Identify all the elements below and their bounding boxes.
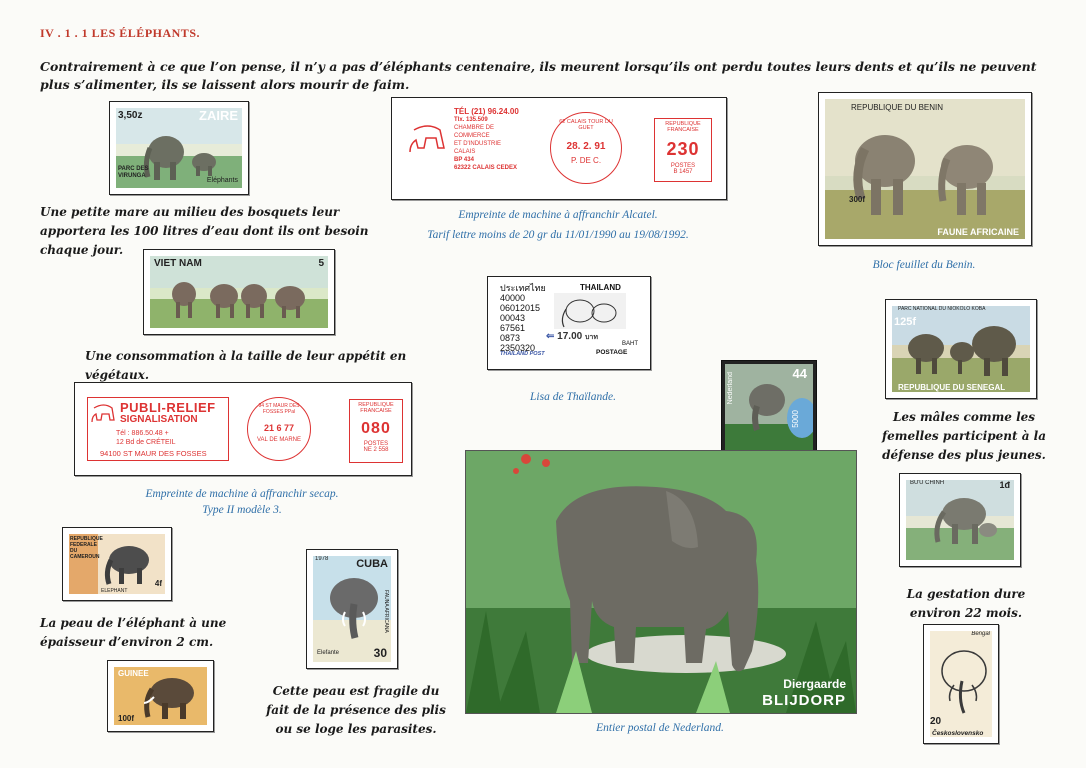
stamp-value: 5 [318, 258, 324, 269]
meter-tel: TÉL (21) 96.24.00 [454, 107, 519, 116]
meter-rf: REPUBLIQUE FRANCAISE [665, 121, 701, 133]
secap-addr2: 94100 ST MAUR DES FOSSES [100, 449, 207, 458]
stamp-country: GUINEE [118, 669, 149, 678]
elephant-family-illustration [900, 318, 1026, 378]
stamp-country: REPUBLIQUE DU BENIN [851, 103, 944, 112]
caption-zaire: Une petite mare au milieu des bosquets leur apportera les 100 litres d’eau dont ils ont besoin chaque jour. [40, 205, 369, 257]
thai-code: 40000 [500, 293, 526, 303]
caption-gestation: La gestation dure environ 22 mois. [906, 587, 1026, 620]
thai-code: 67561 [500, 323, 526, 333]
postcard-blijdorp [465, 450, 857, 714]
elephant-illustration [743, 378, 793, 432]
caption-alcatel-2: Tarif lettre moins de 20 gr du 11/01/1990 au 19/08/1992. [427, 229, 689, 241]
caption-secap-1: Empreinte de machine à affranchir secap. [145, 488, 339, 500]
stamp-year: 1978 [315, 556, 329, 562]
elephant-illustration [134, 673, 204, 721]
elephant-engraving-illustration [934, 645, 992, 715]
meter-amount: 080 [361, 420, 391, 437]
meter-line: 62322 CALAIS CEDEX [454, 165, 518, 171]
thai-script: ประเทศไทย [500, 283, 546, 293]
elephant-illustration [99, 542, 159, 586]
thai-code: 2350320 [500, 343, 536, 353]
stamp-czech [923, 624, 999, 744]
elephant-herd-illustration [162, 268, 322, 322]
stamp-senegal [885, 299, 1037, 399]
cancel-date: 21 6 77 [263, 423, 295, 433]
thai-unit: BAHT [622, 341, 639, 347]
meter-line: ET D'INDUSTRIE [454, 141, 502, 147]
cancel-dept: P. DE C. [570, 156, 602, 165]
stamp-value: 125f [894, 316, 917, 328]
stamp-value: 20 [930, 716, 942, 727]
caption-vietnam: Une consommation à la taille de leur appétit en végétaux. [85, 349, 407, 382]
thai-code: 06012015 [500, 303, 541, 313]
stamp-vietnam [143, 249, 335, 335]
thai-code: 00043 [500, 313, 526, 323]
stamp-value: 3,50z [118, 110, 143, 121]
stamp-label: Eléphants [206, 177, 238, 184]
caption-nederland: Entier postal de Nederland. [596, 722, 724, 734]
stamp-country: VIET NAM [154, 258, 202, 269]
page-title: IV . 1 . 1 LES ÉLÉPHANTS. [40, 26, 200, 40]
postcard-line2: BLIJDORP [762, 692, 846, 709]
caption-cuba: Cette peau est fragile du fait de la présence des plis ou se loge les parasites. [266, 684, 446, 736]
stamp-value: 300f [849, 195, 866, 204]
meter-line: BP 434 [454, 157, 474, 163]
cancel-date: 28. 2. 91 [566, 141, 606, 152]
stamp-value: 30 [373, 646, 387, 660]
stamp-country: REPUBLIQUE FEDERALE DU CAMEROUN [70, 536, 103, 560]
stamp-country: Československo [932, 730, 984, 737]
stamp-badge: 5000 [791, 410, 800, 428]
secap-addr1: 12 Bd de CRÉTEIL [116, 439, 176, 446]
stamp-label: Elefante [317, 650, 340, 656]
meter-tlx: Tlx. 135.509 [454, 117, 488, 123]
stamp-value: 44 [792, 366, 807, 381]
stamp-value: 100f [118, 714, 135, 723]
stamp-cameroun [62, 527, 172, 601]
stamp-benin-block [818, 92, 1032, 246]
meter-line: CHAMBRE DE COMMERCE [454, 125, 495, 139]
stamp-value: 4f [154, 579, 162, 588]
elephant-head-illustration [327, 574, 381, 640]
stamp-country: REPUBLIQUE DU SENEGAL [898, 383, 1006, 392]
meter-rf: REPUBLIQUE FRANCAISE [358, 402, 394, 414]
secap-sub: SIGNALISATION [120, 414, 198, 425]
caption-thailand: Lisa de Thaïlande. [530, 391, 616, 403]
stamp-top: BƯU CHÍNH [910, 480, 945, 486]
postcard-line1: Diergaarde [783, 677, 846, 691]
stamp-guinee [107, 660, 214, 732]
thai-amount: 17.00 [557, 331, 583, 342]
meter-postes: POSTES [670, 163, 696, 169]
thai-postage: POSTAGE [596, 349, 628, 356]
caption-secap-2: Type II modèle 3. [202, 504, 282, 516]
caption-cameroun: La peau de l’éléphant à une épaisseur d’environ 2 cm. [40, 616, 227, 649]
cancel-ring [550, 112, 622, 184]
meter-amount: 230 [666, 139, 700, 159]
cancel-ring-text: 94 ST MAUR DES FOSSES PPal [258, 403, 300, 415]
thai-code: 0873 [500, 333, 521, 343]
caption-senegal: Les mâles comme les femelles participent à la défense des plus jeunes. [881, 410, 1047, 462]
thai-amount-row: ⇐ 17.00 บาท [546, 331, 598, 342]
meter-thailand [487, 276, 651, 370]
stamp-value: 1đ [999, 480, 1010, 490]
stamp-country: ZAIRE [199, 108, 238, 123]
stamp-label: ELEPHANT [101, 588, 128, 594]
stamp-park: PARC DES VIRUNGA [118, 166, 149, 179]
meter-value-box [349, 399, 403, 463]
meter-serial: B 1457 [673, 169, 693, 175]
thai-unit-th: บาท [584, 334, 598, 341]
stamp-buu-chinh [899, 473, 1021, 567]
stamp-side: FAUNA AFRICANA [383, 590, 389, 633]
caption-alcatel-1: Empreinte de machine à affranchir Alcatel. [458, 209, 658, 221]
elephant-mother-calf-illustration [924, 492, 1004, 548]
stamp-zaire [109, 101, 249, 195]
elephant-logo-icon [90, 402, 118, 424]
intro-paragraph: Contrairement à ce que l’on pense, il n’y a pas d’éléphants centenaire, ils meurent lorsqu’ils ont perdu toutes leurs dents et qu’ils ne peuvent plus s’alimenter, ils se laissent alors mourir de faim. [40, 59, 1037, 92]
stamp-cuba [306, 549, 398, 669]
stamp-nederland [721, 360, 817, 454]
meter-postes: POSTES [363, 441, 389, 447]
stamp-country: Nederland [727, 372, 734, 405]
stamp-country: CUBA [356, 558, 388, 570]
meter-value-box [654, 118, 712, 182]
secap-brand: PUBLI-RELIEF [120, 400, 216, 415]
meter-secap [74, 382, 412, 476]
caption-benin: Bloc feuillet du Benin. [872, 259, 976, 271]
thai-footer: THAILAND POST [500, 351, 545, 357]
meter-line: CALAIS [454, 149, 476, 155]
stamp-label: FAUNE AFRICAINE [937, 227, 1019, 237]
cancel-ring [247, 397, 311, 461]
cancel-ring-text: 62 CALAIS TOUR DU GUET [559, 119, 613, 131]
secap-tel: Tél : 886.50.48 + [116, 430, 169, 437]
meter-alcatel [391, 97, 727, 200]
cancel-dept: VAL DE MARNE [256, 437, 301, 443]
elephant-engraving-icon [554, 293, 626, 329]
elephant-photo [466, 451, 856, 713]
stamp-top: PARC NATIONAL DU NIOKOLO KOBA [898, 306, 986, 312]
elephant-logo-icon [406, 122, 452, 156]
elephants-illustration [835, 113, 1015, 223]
stamp-top: Bengal [971, 631, 990, 637]
thai-country: THAILAND [580, 283, 621, 292]
meter-serial: NE 2 558 [363, 447, 389, 453]
secap-slogan [87, 397, 229, 461]
